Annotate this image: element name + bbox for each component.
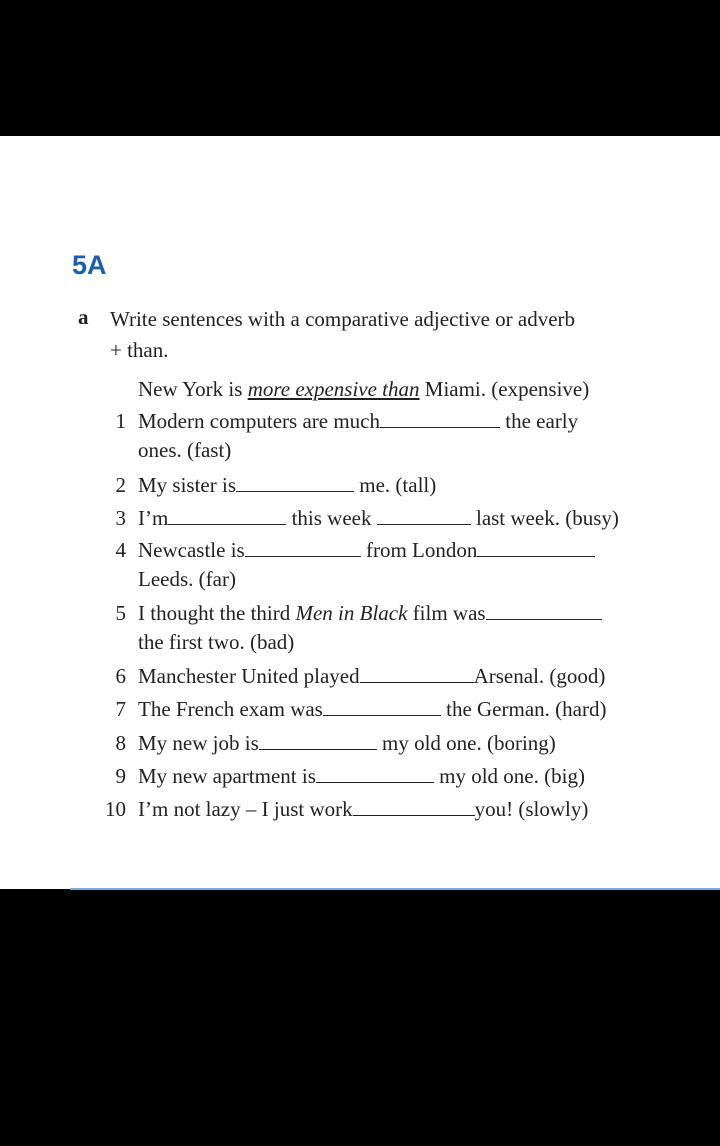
item-number: 3: [115, 506, 126, 530]
item-number: 5: [115, 601, 126, 625]
list-item-cont: [138, 566, 236, 592]
list-item: [138, 663, 605, 689]
item-number: 6: [115, 664, 126, 688]
item-number: 4: [115, 538, 126, 562]
bottom-divider: [70, 888, 720, 890]
example-after: Miami. (expensive): [419, 377, 590, 401]
answer-blank[interactable]: [477, 540, 595, 557]
item-text: Leeds. (far): [138, 567, 236, 591]
item-text: Arsenal. (good): [473, 664, 606, 688]
answer-blank[interactable]: [168, 508, 286, 525]
answer-blank[interactable]: [245, 540, 361, 557]
example-before: New York is: [138, 377, 248, 401]
item-number: 10: [105, 797, 126, 821]
item-text: My sister is: [138, 473, 237, 497]
item-text: you! (slowly): [474, 797, 589, 821]
item-text: film was: [407, 601, 486, 625]
item-text: the early: [505, 409, 579, 433]
item-text: ones. (fast): [138, 438, 232, 462]
item-number: 2: [115, 473, 126, 497]
item-text: this week: [291, 506, 372, 530]
list-item: [138, 537, 595, 563]
item-text: the German. (hard): [446, 697, 607, 721]
list-item: [138, 763, 585, 789]
item-number: 9: [115, 764, 126, 788]
item-text: last week. (busy): [475, 506, 619, 530]
item-text: Newcastle is: [138, 538, 245, 562]
item-text: my old one. (big): [439, 764, 585, 788]
answer-blank[interactable]: [353, 799, 475, 816]
item-text: my old one. (boring): [382, 731, 556, 755]
answer-blank[interactable]: [236, 475, 354, 492]
list-item-cont: [138, 629, 294, 655]
item-text: the first two. (bad): [138, 630, 295, 654]
item-text: The French exam was: [138, 697, 323, 721]
answer-blank[interactable]: [486, 603, 602, 620]
example-answer: more expensive than: [247, 377, 420, 401]
answer-blank[interactable]: [259, 733, 377, 750]
exercise-letter: a: [78, 305, 89, 329]
item-number: 7: [115, 697, 126, 721]
list-item: [138, 472, 436, 498]
instruction-line-2-text: + than.: [110, 338, 169, 362]
item-text: Modern computers are much: [138, 409, 381, 433]
item-number: 1: [115, 409, 126, 433]
answer-blank[interactable]: [380, 411, 500, 428]
item-text: My new apartment is: [138, 764, 316, 788]
item-text: me. (tall): [359, 473, 437, 497]
list-item: [138, 696, 606, 722]
instruction-line-2: [110, 337, 169, 363]
list-item: [138, 505, 619, 531]
example-sentence: [138, 376, 589, 402]
workbook-page: [0, 136, 720, 889]
item-text: Manchester United played: [138, 664, 360, 688]
answer-blank[interactable]: [323, 699, 441, 716]
list-item: [138, 600, 602, 626]
answer-blank[interactable]: [316, 766, 434, 783]
film-title: Men in Black: [295, 601, 408, 625]
list-item: [138, 408, 578, 434]
item-text: My new job is: [138, 731, 259, 755]
item-text: I thought the third: [138, 601, 296, 625]
answer-blank[interactable]: [360, 666, 474, 683]
item-number: 8: [115, 731, 126, 755]
item-text: I’m: [138, 506, 169, 530]
section-heading: 5A: [72, 250, 107, 280]
list-item: [138, 796, 588, 822]
list-item: [138, 730, 556, 756]
item-text: from London: [365, 538, 478, 562]
list-item-cont: [138, 437, 231, 463]
item-text: I’m not lazy – I just work: [138, 797, 353, 821]
instruction-line-1: Write sentences with a comparative adjective or adverb: [110, 307, 576, 331]
answer-blank[interactable]: [377, 508, 471, 525]
